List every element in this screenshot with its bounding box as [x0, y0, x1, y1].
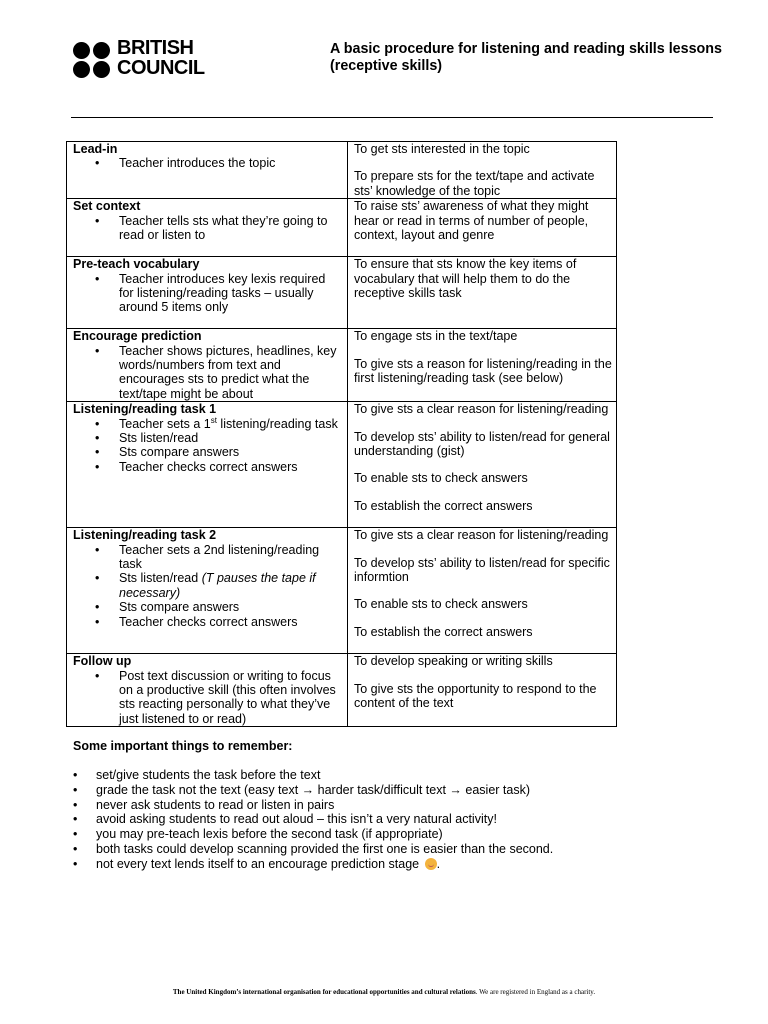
purpose-text: To prepare sts for the text/tape and activate sts’ knowledge of the topic [354, 169, 595, 198]
list-item: • Post text discussion or writing to focus on a productive skill (this often involves sts reacting personally to what they’ve just listened to or read) [119, 669, 343, 727]
stage-cell [67, 142, 348, 199]
purpose-cell [348, 654, 617, 727]
list-item: • never ask students to read or listen in pairs [73, 798, 673, 813]
stage-cell [67, 528, 348, 654]
stage-steps [73, 417, 343, 475]
logo-wordmark [117, 39, 205, 78]
stage-title: Encourage prediction [73, 329, 202, 344]
stage-steps [73, 214, 343, 243]
list-item [73, 857, 673, 872]
purpose-text: To enable sts to check answers [354, 471, 528, 486]
stage-title: Set context [73, 199, 141, 214]
purpose-text: To give sts the opportunity to respond to the content of the text [354, 681, 597, 711]
stage-title: Listening/reading task 1 [73, 402, 217, 417]
purpose-text: To ensure that sts know the key items of vocabulary that will help them to do the receptive skills task [354, 257, 577, 301]
purpose-text: To give sts a clear reason for listening/reading [354, 402, 609, 417]
stage-cell [67, 257, 348, 329]
stage-steps [73, 543, 343, 629]
table-row [67, 654, 617, 727]
list-item [119, 571, 343, 600]
logo-line-2: COUNCIL [117, 56, 205, 79]
stage-cell [67, 402, 348, 528]
stage-steps [73, 669, 343, 727]
procedure-table [66, 141, 617, 727]
purpose-cell [348, 257, 617, 329]
stage-steps [73, 272, 343, 315]
document-title: A basic procedure for listening and reading skills lessons (receptive skills) [330, 41, 722, 74]
table-row [67, 142, 617, 199]
purpose-text: To give sts a clear reason for listening/reading [354, 528, 609, 543]
logo-dots-icon [73, 40, 113, 80]
stage-steps [73, 344, 343, 402]
purpose-text: To give sts a reason for listening/reading in the first listening/reading task (see below) [354, 356, 612, 386]
step-text: Teacher sets a 1 [119, 416, 211, 431]
table-row [67, 199, 617, 257]
purpose-cell [348, 528, 617, 654]
list-item: • avoid asking students to read out aloud – this isn’t a very natural activity! [73, 812, 673, 827]
step-note: (T pauses the tape if necessary) [119, 571, 316, 600]
table-row [67, 257, 617, 329]
purpose-text: To develop sts’ ability to listen/read for general understanding (gist) [354, 429, 610, 459]
list-item: • Teacher introduces the topic [119, 156, 343, 170]
purpose-cell [348, 402, 617, 528]
smiley-icon [425, 858, 437, 870]
superscript: st [210, 415, 217, 425]
list-item: • Sts compare answers [119, 600, 343, 614]
table-row [67, 402, 617, 528]
table-row [67, 329, 617, 402]
purpose-text: To develop sts’ ability to listen/read for specific informtion [354, 555, 610, 585]
list-item: • both tasks could develop scanning provided the first one is easier than the second. [73, 842, 673, 857]
list-item: • Teacher sets a 2nd listening/reading task [119, 543, 343, 572]
list-item: • Teacher shows pictures, headlines, key words/numbers from text and encourages sts to predict what the text/tape might be about [119, 344, 343, 402]
footer-text: . We are registered in England as a charity. [475, 988, 596, 996]
list-item: • Teacher checks correct answers [119, 615, 343, 629]
purpose-cell [348, 329, 617, 402]
step-text: listening/reading task [216, 416, 338, 431]
stage-title: Follow up [73, 654, 132, 669]
list-item: • set/give students the task before the text [73, 768, 673, 783]
list-item [119, 417, 343, 431]
list-item: • Teacher introduces key lexis required for listening/reading tasks – usually around 5 items only [119, 272, 343, 315]
stage-cell [67, 329, 348, 402]
stage-title: Pre-teach vocabulary [73, 257, 200, 272]
stage-cell [67, 199, 348, 257]
table-row [67, 528, 617, 654]
list-item: • you may pre-teach lexis before the second task (if appropriate) [73, 827, 673, 842]
stage-title: Listening/reading task 2 [73, 528, 217, 543]
list-item: • Teacher checks correct answers [119, 460, 343, 474]
list-item: • Sts compare answers [119, 445, 343, 459]
list-item-suffix: . [436, 856, 441, 871]
remember-heading: Some important things to remember: [73, 739, 293, 753]
purpose-text: To raise sts’ awareness of what they might hear or read in terms of number of people, context, layout and genre [354, 199, 589, 243]
remember-list [73, 768, 673, 872]
purpose-cell [348, 199, 617, 257]
purpose-cell [348, 142, 617, 199]
list-item: • grade the task not the text (easy text → harder task/difficult text → easier task) [73, 783, 673, 798]
purpose-text: To enable sts to check answers [354, 597, 528, 612]
purpose-text: To engage sts in the text/tape [354, 329, 518, 344]
list-item: • Sts listen/read [119, 431, 343, 445]
purpose-text: To develop speaking or writing skills [354, 654, 553, 669]
purpose-text: To establish the correct answers [354, 624, 533, 639]
list-item: • Teacher tells sts what they’re going to read or listen to [119, 214, 343, 243]
step-text: Sts listen/read [119, 571, 202, 586]
list-item-text: not every text lends itself to an encourage prediction stage [96, 856, 420, 871]
stage-title: Lead-in [73, 142, 118, 156]
stage-steps [73, 156, 343, 170]
logo-line-1: BRITISH [117, 37, 194, 59]
footer-bold-text: The United Kingdom’s international organisation for educational opportunities and cultural relations [172, 988, 476, 996]
page-footer [0, 988, 768, 996]
purpose-text: To establish the correct answers [354, 498, 533, 513]
purpose-text: To get sts interested in the topic [354, 142, 530, 156]
stage-cell [67, 654, 348, 727]
header-divider [71, 117, 713, 118]
